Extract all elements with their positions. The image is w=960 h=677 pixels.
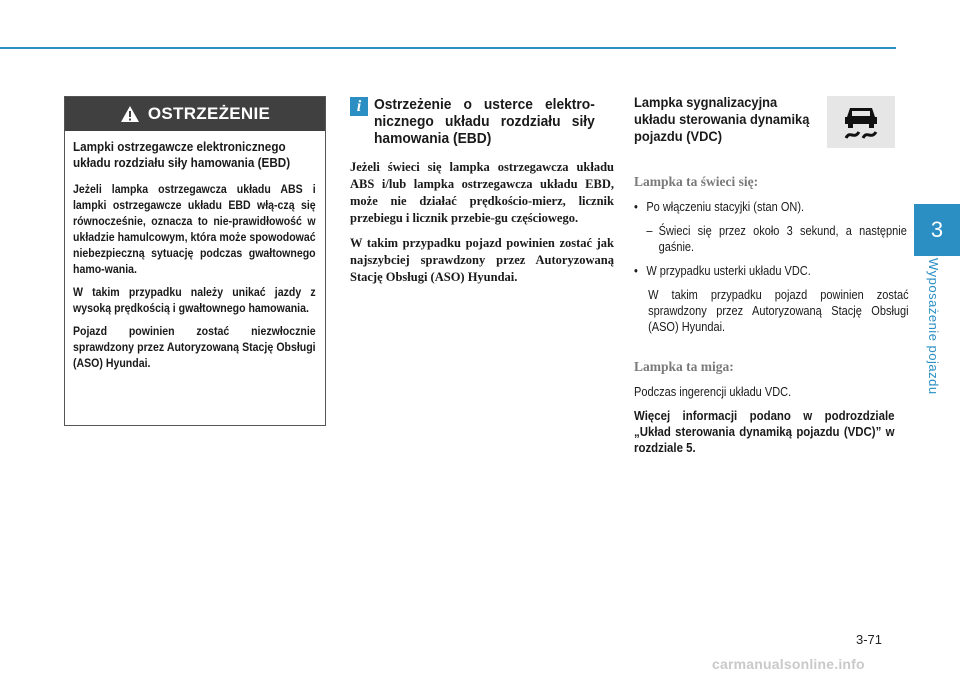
info-header: [350, 96, 614, 147]
warning-header: [65, 97, 325, 131]
dash-icon: –: [646, 224, 653, 238]
list-item: [634, 223, 907, 255]
dash-text: Świeci się przez około 3 sekund, a następnie gaśnie.: [658, 224, 907, 254]
warning-paragraph: W takim przypadku należy unikać jazdy z wysoką prędkością i gwałtownego hamowania.: [73, 285, 316, 315]
vdc-blink-text: Podczas ingerencji układu VDC.: [634, 385, 792, 399]
info-section: [350, 96, 614, 294]
vdc-icon-box: [827, 96, 895, 148]
warning-paragraph: Pojazd powinien zostać niezwłocznie sprawdzony przez Autoryzowaną Stację Obsługi (ASO) Hyundai.: [73, 324, 316, 370]
warning-heading: OSTRZEŻENIE: [147, 104, 271, 123]
vdc-skid-car-icon: [840, 102, 882, 142]
warning-body: [65, 131, 325, 371]
watermark: carmanualsonline.info: [712, 656, 865, 672]
bullet-icon: •: [634, 264, 638, 278]
list-item: [634, 199, 895, 215]
top-rule: [0, 47, 896, 49]
bullet-icon: •: [634, 200, 638, 214]
vdc-more-info: Więcej informacji podano w podrozdziale „Układ sterowania dynamiką pojazdu (VDC)” w rozdziale 5.: [634, 408, 895, 455]
chapter-tab[interactable]: [914, 204, 960, 256]
chapter-number: 3: [930, 217, 944, 242]
vdc-title: Lampka sygnalizacyjna układu sterowania dynamiką pojazdu (VDC): [634, 94, 810, 144]
vdc-section: [634, 94, 909, 456]
warning-paragraph: Jeżeli lampka ostrzegawcza układu ABS i lampki ostrzegawcze układu EBD włą-czą się równocześnie, oznacza to nie-prawidłowość w układzie hamulcowym, która może spowodować niebezpieczną sytuację podczas gwałtownego hamo-wania.: [73, 182, 316, 276]
info-paragraph: W takim przypadku pojazd powinien zostać jak najszybciej sprawdzony przez Autoryzowaną Stację Obsługi (ASO) Hyundai.: [350, 236, 614, 284]
info-title: Ostrzeżenie o usterce elektro-nicznego układu rozdziału siły hamowania (EBD): [374, 96, 595, 147]
vdc-header: [634, 94, 896, 154]
bullet-detail: W takim przypadku pojazd powinien zostać sprawdzony przez Autoryzowaną Stację Obsługi (ASO) Hyundai.: [648, 288, 909, 334]
list-item: [634, 263, 895, 279]
info-paragraph: Jeżeli świeci się lampka ostrzegawcza układu ABS i/lub lampka ostrzegawcza układu EBD, może nie działać prędkościo-mierz, licznik przebiegu i licznik przebie-gu częściowego.: [350, 160, 614, 225]
bullet-text: Po włączeniu stacyjki (stan ON).: [646, 200, 805, 214]
warning-triangle-icon: [120, 105, 140, 123]
vdc-lit-heading: Lampka ta świeci się:: [634, 174, 759, 189]
vdc-blink-heading: Lampka ta miga:: [634, 359, 734, 374]
chapter-label: Wyposażenie pojazdu: [926, 258, 941, 395]
warning-title: Lampki ostrzegawcze elektronicznego układu rozdziału siły hamowania (EBD): [73, 139, 291, 170]
page-number: 3-71: [856, 632, 883, 647]
warning-box: [64, 96, 326, 426]
info-icon: i: [350, 97, 368, 116]
bullet-text: W przypadku usterki układu VDC.: [646, 264, 811, 278]
